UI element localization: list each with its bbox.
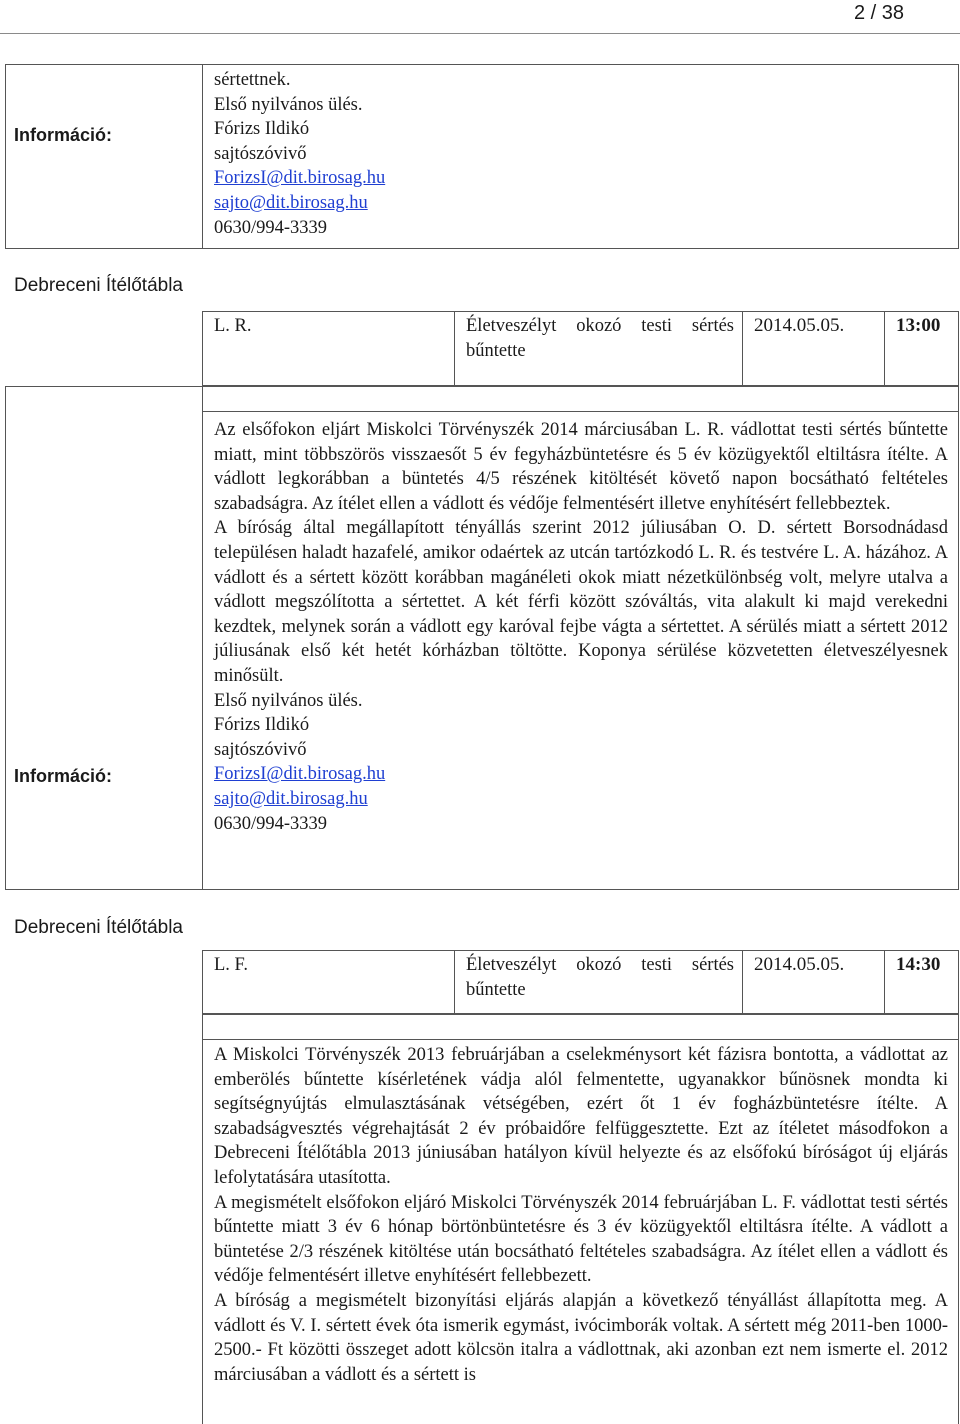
case-charge-2: Életveszélyt okozó testi sértés bűntette (466, 955, 734, 1000)
info-line: sajtószóvivő (214, 739, 307, 760)
case-date-2: 2014.05.05. (754, 954, 845, 975)
phone-number: 0630/994-3339 (214, 217, 328, 238)
info-line: Fórizs Ildikó (214, 119, 310, 140)
case-date-1: 2014.05.05. (754, 315, 845, 336)
info-line: Fórizs Ildikó (214, 715, 310, 736)
header-rule (0, 33, 960, 34)
info-label-2: Információ: (14, 766, 113, 786)
case-row-1-divider-c (884, 311, 885, 386)
info-top-rule-3 (202, 1014, 959, 1040)
case-defendant-2: L. F. (214, 955, 248, 975)
info-paragraph: A bíróság által megállapított tényállás szerint 2012 júliusában O. D. sértett Borsodnádasd településen haladt hazafelé, amikor odaértek az utcán tartózkodó L. R. és testvére L. A. házához. A vádlott és a sértett között korábban magánéleti okok miatt nézetkülönbség volt, melyre utalva a vádlott megszólította a sértettet. A két férfi között szóváltás, vita alakult ki majd verekedni kezdtek, melynek során a vádlott egy karóval fejbe vágta a sértettet. A sérülés miatt a sértett 2012 júliusának első két hetét kórházban töltötte. Koponya sérülése közvetetten életveszélyesnek minősült. (214, 518, 948, 686)
email-link[interactable]: ForizsI@dit.birosag.hu (214, 168, 386, 189)
case-time-2: 14:30 (896, 954, 941, 975)
email-link[interactable]: sajto@dit.birosag.hu (214, 788, 368, 809)
case-time-1: 13:00 (896, 315, 941, 336)
email-link[interactable]: ForizsI@dit.birosag.hu (214, 764, 386, 785)
phone-number: 0630/994-3339 (214, 813, 328, 834)
case-row-1-divider-a (454, 311, 455, 386)
info-line: sajtószóvivő (214, 143, 307, 164)
info-line: sértettnek. (214, 70, 291, 90)
case-row-1-divider-b (742, 311, 743, 386)
case-row-2-divider-c (884, 950, 885, 1014)
info-line: Első nyilvános ülés. (214, 690, 363, 711)
info-paragraph: A Miskolci Törvényszék 2013 februárjában a cselekménysort két fázisra bontotta, a vádlottat az emberölés bűntette kísérletének vádja alól felmentette, ugyanakkor bűnösnek mondta ki segítségnyújtás elmulasztásának vétségében, ezért őt 1 év fogházbüntetésre ítélte. A szabadságvesztés végrehajtását 2 év próbaidőre felfüggesztette. Ezt az ítéletet másodfokon a Debreceni Ítélőtábla 2013 júniusában hatályon kívül helyezte és az elsőfokú bíróságot új eljárás lefolytatására utasította. (214, 1045, 948, 1188)
case-row-2-divider-a (454, 950, 455, 1014)
info-top-rule-2 (202, 386, 959, 412)
info-paragraph: A megismételt elsőfokon eljáró Miskolci Törvényszék 2014 februárjában L. F. vádlottat testi sértés bűntette miatt 3 év 6 hónap börtönbüntetésre és 3 év közügyektől eltiltásra ítélte. A vádlott a büntetése 2/3 részének kitöltése után bocsátható feltételes szabadságra. Az ítélet ellen a vádlott és védője felmentésért illetve enyhítésért fellebbezett. (214, 1192, 948, 1287)
email-link[interactable]: sajto@dit.birosag.hu (214, 192, 368, 213)
info-text-2 (214, 418, 948, 836)
info-line: Első nyilvános ülés. (214, 94, 363, 115)
info-label-1: Információ: (14, 125, 113, 145)
court-name-2: Debreceni Ítélőtábla (14, 917, 183, 938)
court-name-1: Debreceni Ítélőtábla (14, 275, 183, 296)
info-paragraph: A bíróság a megismételt bizonyítási eljárás alapján a következő tényállást állapította meg. A vádlott és V. I. sértett évek óta ismerik egymást, ivócimborák voltak. A sértett még 2011-ben 1000-2500.- Ft közötti összeget adott kölcsön italra a vádlottnak, aki azonban ezt nem ismerte el. 2012 márciusában a vádlott és a sértett is (214, 1290, 948, 1385)
case-defendant-1: L. R. (214, 316, 252, 336)
info-text-1 (214, 68, 944, 240)
info-text-3 (214, 1043, 948, 1387)
page-number: 2 / 38 (853, 2, 904, 24)
case-charge-1: Életveszélyt okozó testi sértés bűntette (466, 316, 734, 361)
info-paragraph: Az elsőfokon eljárt Miskolci Törvényszék 2014 márciusában L. R. vádlottat testi sértés bűntette miatt, mint többszörös visszaesőt 5 év fegyházbüntetésre és 5 év közügyektől eltiltásra ítélte. A vádlott legkorábban a büntetés 4/5 részének kitöltését követő napon bocsátható feltételes szabadságra. Az ítélet ellen a vádlott és védője felmentésért illetve enyhítésért fellebbeztek. (214, 420, 948, 514)
case-row-2-divider-b (742, 950, 743, 1014)
